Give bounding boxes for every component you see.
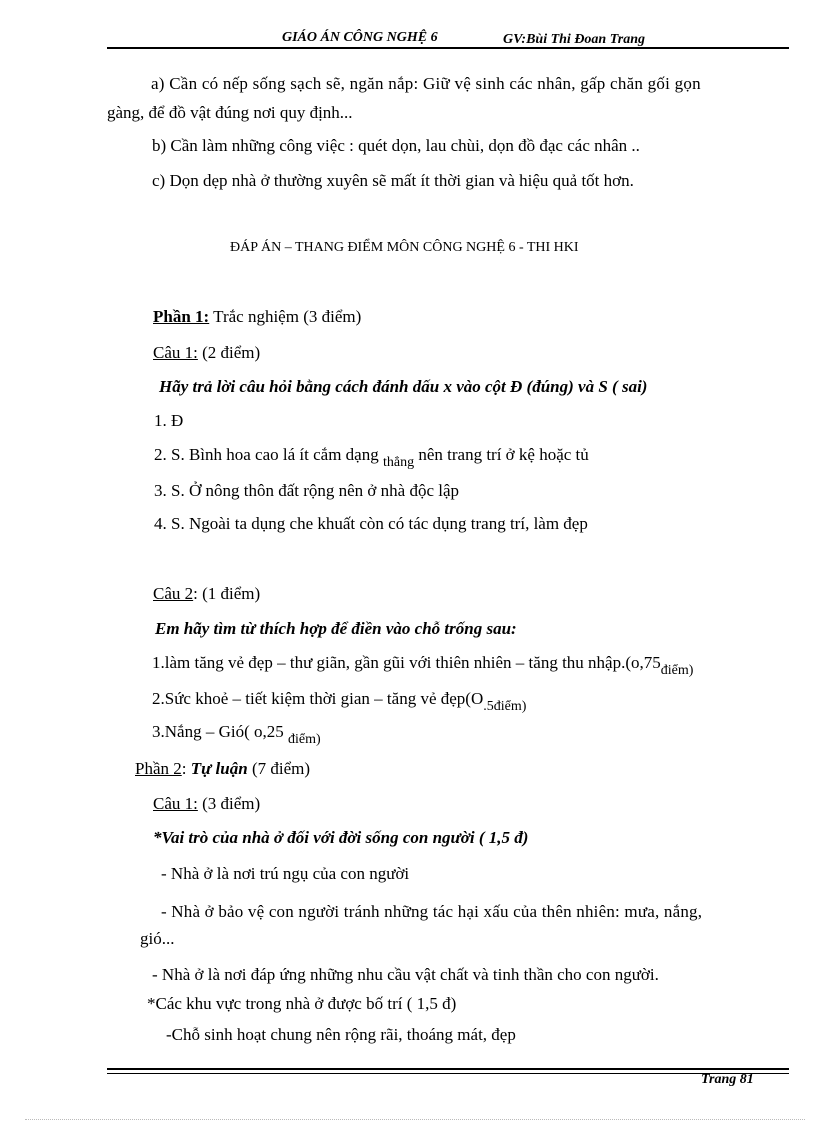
areas-heading: *Các khu vực trong nhà ở được bố trí ( 1,5 đ) bbox=[147, 994, 457, 1013]
part1-q2-heading bbox=[153, 584, 260, 604]
part2-heading: Phần 2: Tự luận (7 điểm) bbox=[135, 759, 311, 778]
part2-label: Phần 2 bbox=[135, 759, 182, 778]
footer-rule bbox=[107, 1068, 789, 1070]
page-edge-divider bbox=[25, 1119, 805, 1120]
role-item-1: - Nhà ở là nơi trú ngụ của con người bbox=[161, 864, 410, 883]
intro-a-line1: a) Cần có nếp sống sạch sẽ, ngăn nắp: Giữ vệ sinh các nhân, gấp chăn gối gọn bbox=[151, 74, 701, 93]
footer-rule-thin bbox=[107, 1073, 789, 1074]
part1-q1-item-2-sub: thẳng bbox=[382, 455, 415, 470]
header-title: GIÁO ÁN CÔNG NGHỆ 6 bbox=[282, 30, 438, 45]
part1-q1-item-4: 4. S. Ngoài ta dụng che khuất còn có tác dụng trang trí, làm đẹp bbox=[154, 514, 588, 533]
role-item-2-cont: gió... bbox=[140, 929, 175, 948]
part1-label: Phần 1: bbox=[153, 307, 210, 326]
intro-b: b) Cần làm những công việc : quét dọn, lau chùi, dọn đồ đạc các nhân .. bbox=[152, 136, 640, 155]
part1-q2-points: : (1 điểm) bbox=[193, 584, 261, 603]
part2-q1-label: Câu 1: bbox=[153, 794, 198, 813]
answer-title: ĐÁP ÁN – THANG ĐIỂM MÔN CÔNG NGHỆ 6 - THI HKI bbox=[230, 240, 579, 255]
part2-q1-points: (3 điểm) bbox=[197, 794, 261, 813]
part1-q2-label: Câu 2 bbox=[153, 584, 194, 603]
part2-heading-italic: Tự luận bbox=[190, 759, 248, 778]
part1-q1-instruction: Hãy trả lời câu hỏi bằng cách đánh dấu x vào cột Đ (đúng) và S ( sai) bbox=[159, 377, 648, 396]
part1-q1-item-2: 2. S. Bình hoa cao lá ít cắm dạng $_{thẳng}$ nên trang trí ở kệ hoặc tủ bbox=[154, 445, 589, 470]
part1-q2-instruction: Em hãy tìm từ thích hợp để điền vào chỗ trống sau: bbox=[155, 619, 517, 638]
header-teacher: GV:Bùi Thi Đoan Trang bbox=[503, 32, 645, 47]
part1-q2-item-2: 2.Sức khoẻ – tiết kiệm thời gian – tăng vẻ $đẹp(O_{.5điểm)}$ bbox=[152, 689, 527, 714]
part1-q2-item-3: 3.Nắng – Gió( o,25 $_{điểm)}$ bbox=[152, 722, 321, 747]
part1-q1-points: (2 điểm) bbox=[197, 343, 261, 362]
intro-c: c) Dọn dẹp nhà ở thường xuyên sẽ mất ít thời gian và hiệu quả tốt hơn. bbox=[152, 171, 634, 190]
page-number: Trang 81 bbox=[701, 1072, 754, 1087]
header-rule bbox=[107, 47, 789, 49]
part1-q1-label: Câu 1: bbox=[153, 343, 198, 362]
role-item-2: - Nhà ở bảo vệ con người tránh những tác hại xấu của thên nhiên: mưa, nắng, bbox=[161, 902, 703, 921]
part2-q1-heading bbox=[153, 794, 260, 814]
areas-item-1: -Chỗ sinh hoạt chung nên rộng rãi, thoáng mát, đẹp bbox=[166, 1025, 516, 1044]
part1-q1-heading bbox=[153, 343, 260, 363]
part1-q2-item-1: 1.làm tăng vẻ đẹp – thư giãn, gần gũi với thiên nhiên – tăng thu $nhập.(o,75_{điểm)}$ bbox=[152, 653, 694, 678]
part1-q1-item-3: 3. S. Ở nông thôn đất rộng nên ở nhà độc lập bbox=[154, 481, 460, 500]
intro-a-line2: gàng, để đồ vật đúng nơi quy định... bbox=[107, 103, 353, 122]
part1-heading bbox=[153, 307, 361, 327]
role-item-3: - Nhà ở là nơi đáp ứng những nhu cầu vật chất và tinh thần cho con người. bbox=[152, 965, 659, 984]
role-heading: *Vai trò của nhà ở đối với đời sống con người ( 1,5 đ) bbox=[153, 828, 529, 847]
part1-q1-item-1: 1. Đ bbox=[154, 411, 184, 430]
part1-heading-rest: Trắc nghiệm (3 điểm) bbox=[209, 307, 362, 326]
